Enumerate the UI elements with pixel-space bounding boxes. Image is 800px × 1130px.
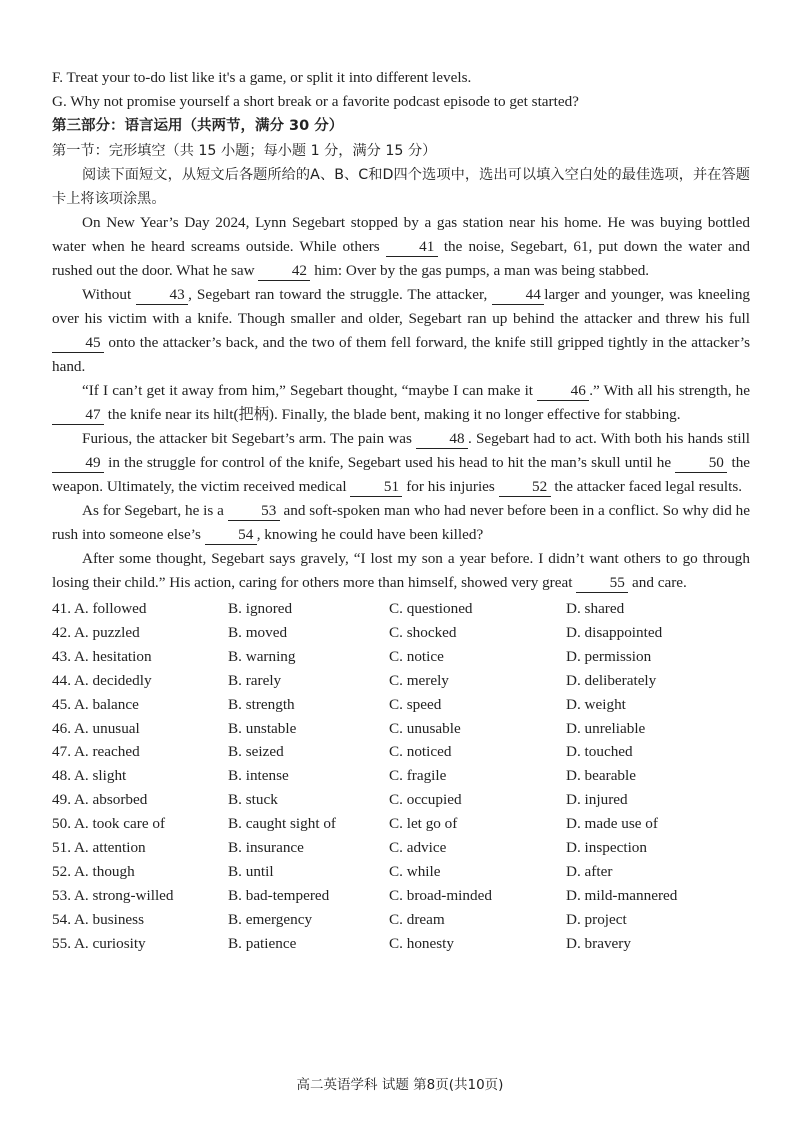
option-a: 51. A. attention [52, 839, 146, 857]
passage-text: , Segebart ran toward the struggle. The attacker, [188, 286, 488, 303]
blank-47: 47 [52, 406, 104, 425]
option-a: 49. A. absorbed [52, 791, 148, 809]
option-b: B. warning [228, 647, 296, 665]
passage-paragraph-2 [52, 283, 750, 379]
blank-50: 50 [675, 454, 727, 473]
passage-text: in the struggle for control of the knife, Segebart used his head to hit the man’s skull until he [108, 454, 672, 471]
blank-45: 45 [52, 334, 104, 353]
option-d: D. bravery [566, 934, 631, 952]
subsection-title: 第一节：完形填空（共 15 小题；每小题 1 分，满分 15 分） [52, 143, 437, 159]
option-c: C. questioned [389, 600, 473, 617]
passage-text: the knife near its hilt(把柄). Finally, the blade bent, making it no longer effective for stabbing. [107, 406, 681, 423]
option-row-41 [52, 597, 750, 621]
option-c: C. broad-minded [389, 886, 492, 904]
passage-text: the weapon. Ultimately, the victim received medical [52, 454, 751, 495]
passage-text: onto the attacker’s back, and the two of them fell forward, the knife still gripped tightly in the attacker’s hand. [52, 334, 750, 375]
option-a: 47. A. reached [52, 743, 140, 761]
option-b: B. bad-tempered [228, 886, 330, 904]
option-row-45 [52, 693, 750, 717]
passage-paragraph-1 [52, 211, 750, 283]
option-c: C. occupied [389, 791, 462, 809]
option-d: D. touched [566, 743, 633, 761]
option-row-54 [52, 908, 750, 932]
option-a: 48. A. slight [52, 767, 127, 785]
option-d: D. project [566, 910, 627, 928]
option-a: 53. A. strong-willed [52, 886, 174, 904]
option-b: B. seized [228, 743, 284, 761]
blank-48: 48 [416, 430, 468, 449]
passage-text: .” With all his strength, he [589, 382, 750, 399]
passage-text: the attacker faced legal results. [554, 478, 743, 495]
option-c: C. honesty [389, 934, 454, 952]
option-c: C. unusable [389, 719, 461, 737]
option-d: D. deliberately [566, 671, 657, 689]
option-c: C. shocked [389, 623, 457, 641]
option-row-51 [52, 836, 750, 860]
option-d: D. after [566, 862, 613, 880]
passage-paragraph-6 [52, 547, 750, 595]
option-b: B. insurance [228, 839, 304, 857]
option-c: C. let go of [389, 815, 458, 833]
passage-text: larger and younger, was kneeling over his victim with a knife. Though smaller and older, Segebart ran up behind the attacker and threw his full [52, 286, 751, 327]
option-d: D. permission [566, 647, 652, 665]
option-d: D. disappointed [566, 623, 663, 641]
option-b: B. rarely [228, 671, 282, 689]
option-c: C. advice [389, 839, 447, 857]
option-b: B. moved [228, 623, 288, 641]
blank-43: 43 [136, 286, 188, 305]
option-c: C. merely [389, 671, 449, 689]
option-row-53 [52, 884, 750, 908]
option-d: D. made use of [566, 815, 658, 833]
option-b: B. until [228, 862, 274, 880]
option-row-49 [52, 788, 750, 812]
option-d: D. inspection [566, 839, 647, 857]
passage-text: After some thought, Segebart says gravely, “I lost my son a year before. I didn’t want others to go through losing their child.” His action, caring for others more than himself, showed very great [52, 550, 750, 591]
blank-41: 41 [386, 238, 438, 257]
option-row-44 [52, 669, 750, 693]
passage-text: On New Year’s Day 2024, Lynn Segebart stopped by a gas station near his home. He was buying bottled water when he heard screams outside. While others [52, 214, 750, 255]
option-d: D. shared [566, 600, 625, 617]
option-c: C. noticed [389, 743, 452, 761]
option-row-47 [52, 740, 750, 764]
blank-49: 49 [52, 454, 104, 473]
option-row-50 [52, 812, 750, 836]
blank-51: 51 [350, 478, 402, 497]
blank-52: 52 [499, 478, 551, 497]
option-b: B. emergency [228, 910, 313, 928]
passage-paragraph-3 [52, 379, 750, 427]
blank-55: 55 [576, 574, 628, 593]
option-a: 45. A. balance [52, 695, 139, 713]
section-title: 第三部分：语言运用（共两节，满分 30 分） [52, 118, 344, 134]
blank-42: 42 [258, 262, 310, 281]
option-d: D. injured [566, 791, 628, 809]
option-c: C. while [389, 862, 441, 880]
passage-text: Without [82, 286, 132, 303]
blank-53: 53 [228, 502, 280, 521]
option-b: B. stuck [228, 791, 278, 809]
passage-text: for his injuries [406, 478, 495, 495]
option-b: B. patience [228, 934, 297, 952]
option-c: C. dream [389, 910, 445, 928]
option-row-55 [52, 932, 750, 956]
option-b: B. ignored [228, 600, 293, 617]
option-line-g: G. Why not promise yourself a short break or a favorite podcast episode to get started? [52, 93, 579, 110]
option-d: D. unreliable [566, 719, 646, 737]
blank-44: 44 [492, 286, 544, 305]
option-a: 44. A. decidedly [52, 671, 152, 689]
passage-text: him: Over by the gas pumps, a man was being stabbed. [314, 262, 650, 279]
passage-paragraph-4 [52, 427, 750, 499]
option-d: D. bearable [566, 767, 636, 785]
option-a: 50. A. took care of [52, 815, 166, 833]
option-a: 55. A. curiosity [52, 934, 146, 952]
option-line-f: F. Treat your to-do list like it's a game, or split it into different levels. [52, 69, 472, 86]
option-a: 41. A. followed [52, 600, 147, 617]
option-c: C. fragile [389, 767, 447, 785]
page-content [52, 66, 750, 956]
option-a: 54. A. business [52, 910, 144, 928]
option-b: B. caught sight of [228, 815, 336, 833]
passage-text: . Segebart had to act. With both his hands still [468, 430, 750, 447]
passage-text: , knowing he could have been killed? [256, 526, 484, 543]
option-row-43 [52, 645, 750, 669]
option-a: 43. A. hesitation [52, 647, 152, 665]
option-row-46 [52, 717, 750, 741]
option-a: 46. A. unusual [52, 719, 140, 737]
passage-text: As for Segebart, he is a [82, 502, 224, 519]
passage-text: and care. [632, 574, 687, 591]
passage-paragraph-5 [52, 499, 750, 547]
option-row-48 [52, 764, 750, 788]
blank-46: 46 [537, 382, 589, 401]
option-a: 52. A. though [52, 862, 135, 880]
passage-text: the noise, Segebart, 61, put down the water and rushed out the door. What he saw [52, 238, 751, 279]
blank-54: 54 [205, 526, 257, 545]
page-footer: 高二英语学科 试题 第8页(共10页) [296, 1077, 504, 1093]
option-d: D. mild-mannered [566, 886, 678, 904]
option-b: B. strength [228, 695, 295, 713]
option-c: C. speed [389, 695, 442, 713]
option-b: B. unstable [228, 719, 297, 737]
option-c: C. notice [389, 647, 444, 665]
option-d: D. weight [566, 695, 626, 713]
passage-text: and soft-spoken man who had never before been in a conflict. So why did he rush into someone else’s [52, 502, 750, 543]
option-b: B. intense [228, 767, 289, 785]
option-row-42 [52, 621, 750, 645]
passage-text: Furious, the attacker bit Segebart’s arm. The pain was [82, 430, 412, 447]
option-a: 42. A. puzzled [52, 623, 140, 641]
option-row-52 [52, 860, 750, 884]
answer-options [52, 597, 750, 956]
instruction-text: 阅读下面短文，从短文后各题所给的A、B、C和D四个选项中，选出可以填入空白处的最佳选项，并在答题卡上将该项涂黑。 [52, 167, 750, 207]
passage-text: “If I can’t get it away from him,” Segebart thought, “maybe I can make it [82, 382, 534, 399]
